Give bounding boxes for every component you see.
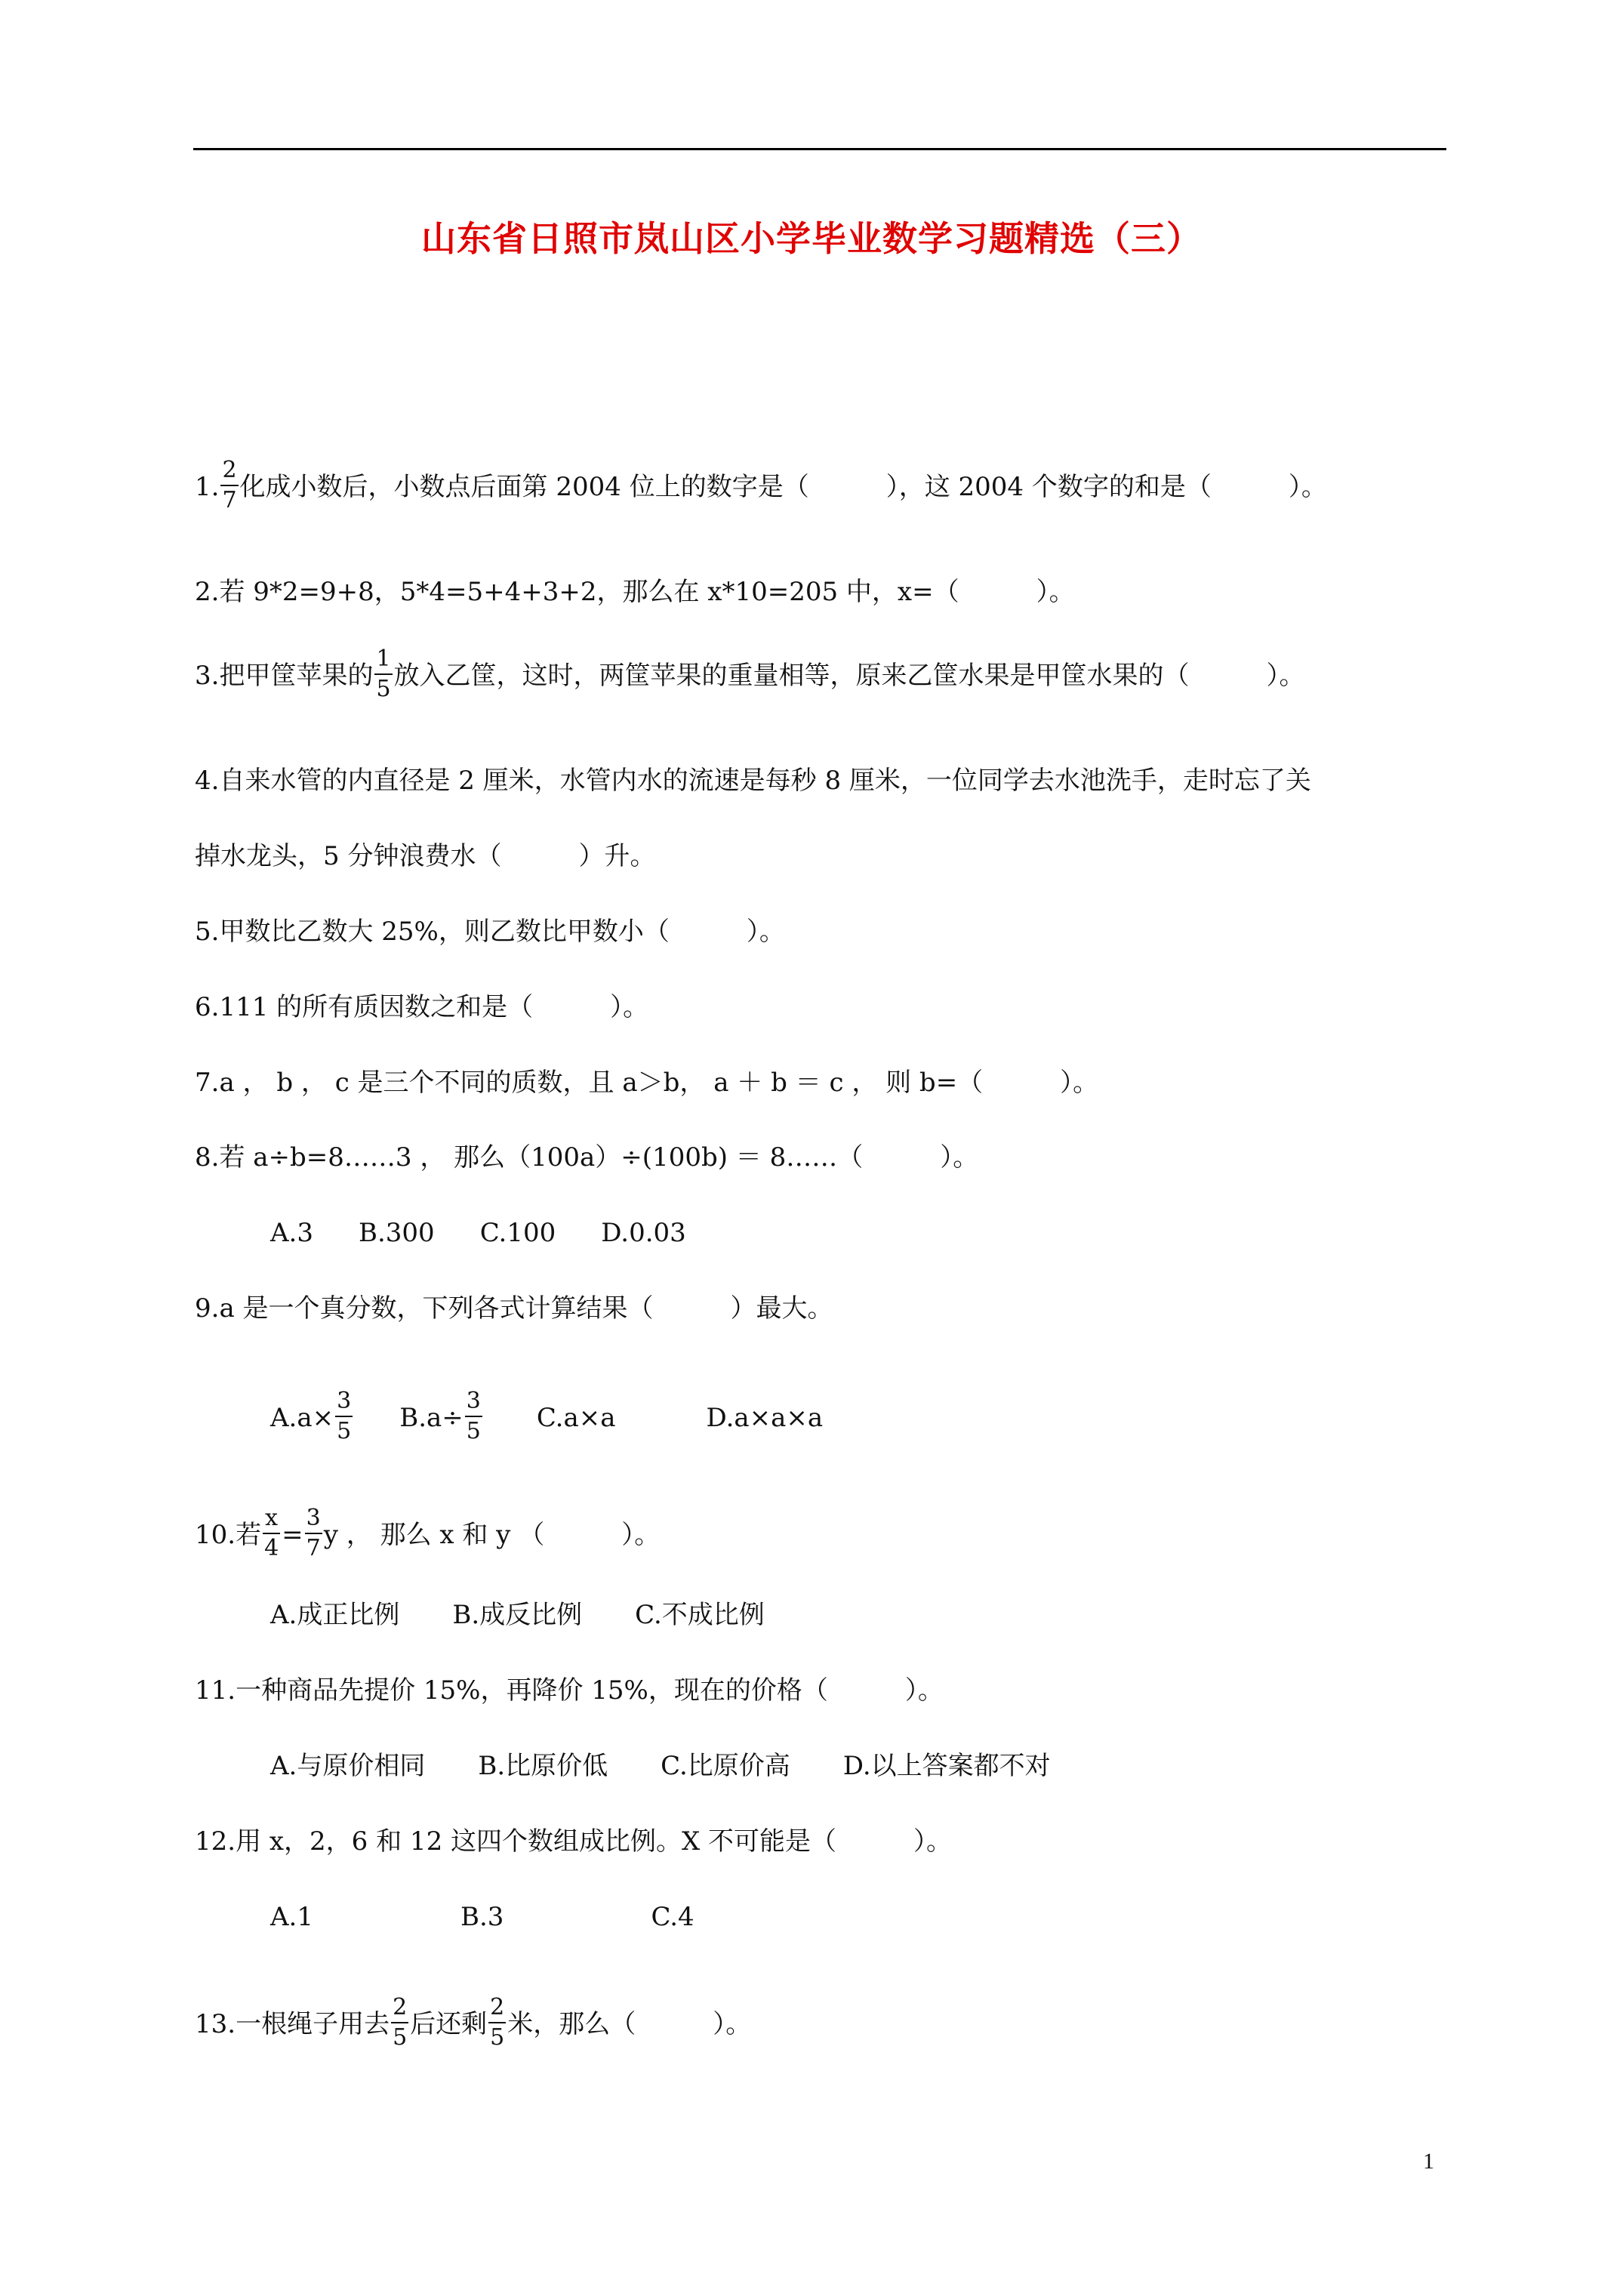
- option: C.100: [479, 1218, 556, 1248]
- fraction: $\frac{2}{5}$: [490, 1994, 505, 2051]
- question-13: 13.一根绳子用去 $\frac{2}{5}$ 后还剩 $\frac{2}{5}$ 米，那么（ ）。: [195, 1994, 752, 2051]
- option: B.a÷: [399, 1403, 463, 1433]
- fraction: $\frac{x}{4}$: [264, 1505, 279, 1561]
- option: B.3: [460, 1902, 504, 1932]
- header-rule: [193, 148, 1446, 150]
- question-2: 2.若 9*2=9+8，5*4=5+4+3+2，那么在 x*10=205 中，x=（ ）。: [195, 577, 1075, 607]
- question-8-options: [270, 1220, 686, 1246]
- fraction: $\frac{3}{7}$: [306, 1505, 321, 1561]
- question-9-options: [270, 1388, 824, 1446]
- question-3: 3.把甲筐苹果的 $\frac{1}{5}$ 放入乙筐，这时，两筐苹果的重量相等，原来乙筐水果是甲筐水果的（ ）。: [195, 646, 1305, 702]
- question-10: 10.若 $\frac{x}{4}$ = $\frac{3}{7}$ y ， 那么 x 和 y （ ）。: [195, 1505, 661, 1561]
- question-1: 1. $\frac{2}{7}$ 化成小数后，小数点后面第 2004 位上的数字是（ ），这 2004 个数字的和是（ ）。: [195, 457, 1327, 513]
- option: D.0.03: [601, 1218, 686, 1248]
- option: A.1: [270, 1902, 313, 1932]
- fraction: $\frac{2}{7}$: [222, 457, 237, 513]
- question-10-options: [270, 1602, 765, 1628]
- option: A.a×: [270, 1403, 334, 1433]
- option: D.a×a×a: [706, 1403, 824, 1433]
- option: C.比原价高: [661, 1751, 790, 1781]
- option: C.a×a: [536, 1403, 616, 1433]
- option: B.比原价低: [478, 1751, 608, 1781]
- question-4-line-1: 4.自来水管的内直径是 2 厘米，水管内水的流速是每秒 8 厘米，一位同学去水池洗手，走时忘了关: [195, 766, 1311, 796]
- option: A.3: [270, 1218, 313, 1248]
- option: A.成正比例: [270, 1600, 400, 1630]
- option: C.4: [651, 1902, 694, 1932]
- option: B.成反比例: [452, 1600, 583, 1630]
- question-6: 6.111 的所有质因数之和是（ ）。: [195, 992, 649, 1022]
- option: D.以上答案都不对: [842, 1751, 1051, 1781]
- option: A.与原价相同: [270, 1751, 426, 1781]
- question-7: 7.a ， b ， c 是三个不同的质数，且 a＞b， a ＋ b ＝ c ， 则 b=（ ）。: [195, 1068, 1099, 1098]
- fraction: $\frac{3}{5}$: [466, 1388, 481, 1444]
- page-title: 山东省日照市岚山区小学毕业数学习题精选（三）: [421, 218, 1202, 259]
- fraction: $\frac{1}{5}$: [376, 646, 391, 702]
- option: B.300: [359, 1218, 435, 1248]
- question-8: 8.若 a÷b=8……3 ， 那么（100a）÷(100b) ＝ 8……（ ）。: [195, 1142, 979, 1173]
- fraction: $\frac{3}{5}$: [337, 1388, 352, 1444]
- question-12-options: [270, 1904, 694, 1930]
- page-number: 1: [1423, 2149, 1434, 2174]
- question-11: 11.一种商品先提价 15%，再降价 15%，现在的价格（ ）。: [195, 1675, 944, 1706]
- fraction: $\frac{2}{5}$: [393, 1994, 408, 2051]
- question-11-options: [270, 1753, 1051, 1779]
- question-5: 5.甲数比乙数大 25%，则乙数比甲数小（ ）。: [195, 917, 785, 947]
- option: C.不成比例: [635, 1600, 765, 1630]
- question-9: 9.a 是一个真分数，下列各式计算结果（ ）最大。: [195, 1293, 833, 1324]
- question-12: 12.用 x，2，6 和 12 这四个数组成比例。X 不可能是（ ）。: [195, 1826, 953, 1857]
- question-4-line-2: 掉水龙头，5 分钟浪费水（ ）升。: [195, 841, 656, 871]
